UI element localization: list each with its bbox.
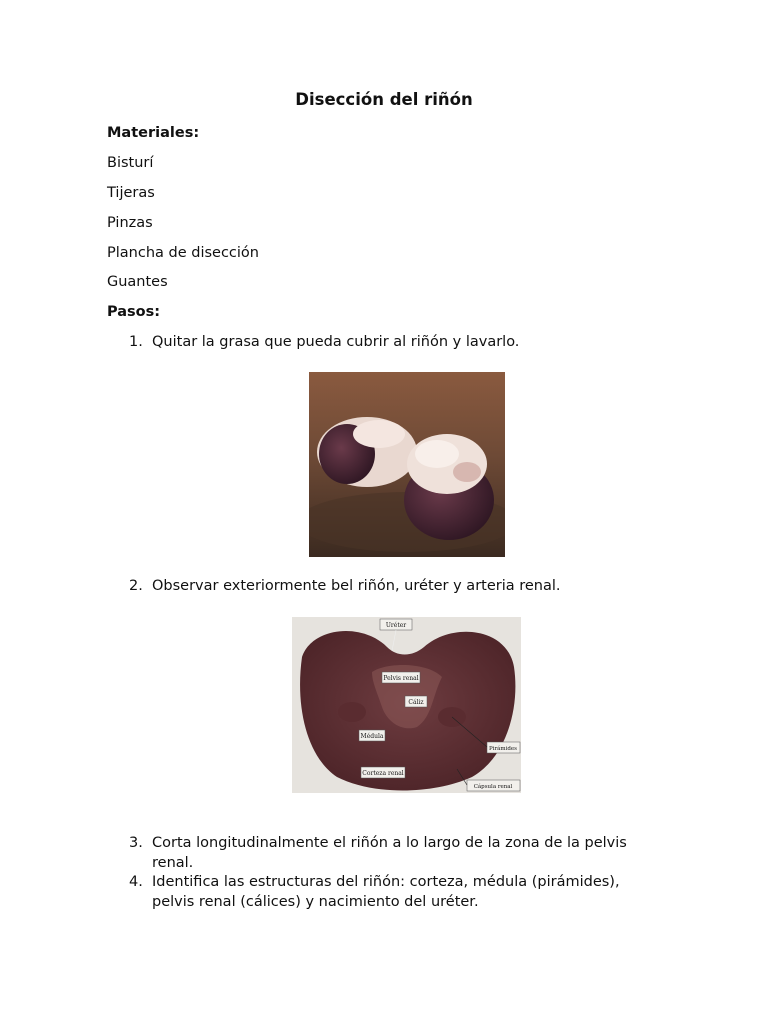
kidney-section-photo: [292, 617, 521, 793]
step-text: Identifica las estructuras del riñón: corteza, médula (pirámides), pelvis renal (cálices) y nacimiento del uréter.: [152, 874, 620, 910]
kidney-photo: [309, 372, 505, 557]
steps-heading: Pasos:: [107, 304, 161, 320]
step-number: 1.: [129, 334, 143, 350]
materials-heading: Materiales:: [107, 125, 200, 141]
step-item: [129, 577, 659, 597]
step-item: [129, 333, 659, 353]
step-text: Observar exteriormente bel riñón, uréter y arteria renal.: [152, 578, 561, 594]
step-item: [129, 834, 659, 873]
material-item: Bisturí: [107, 155, 154, 171]
step-number: 2.: [129, 578, 143, 594]
step-number: 3.: [129, 835, 143, 851]
material-item: Tijeras: [107, 185, 155, 201]
label-medula: Médula: [360, 733, 384, 740]
label-piramides: Pirámides: [489, 746, 517, 752]
step-text: Corta longitudinalmente el riñón a lo largo de la zona de la pelvis renal.: [152, 835, 627, 871]
label-capsula: Cápsula renal: [473, 784, 513, 790]
material-item: Guantes: [107, 274, 168, 290]
label-caliz: Cáliz: [408, 699, 424, 706]
label-ureter: Uréter: [385, 622, 407, 629]
material-item: Plancha de disección: [107, 245, 259, 261]
step-text: Quitar la grasa que pueda cubrir al riñón y lavarlo.: [152, 334, 520, 350]
step-item: [129, 873, 659, 912]
step-number: 4.: [129, 874, 143, 890]
label-corteza: Corteza renal: [362, 770, 404, 777]
document-title: Disección del riñón: [295, 90, 473, 109]
label-pelvis: Pelvis renal: [383, 675, 419, 682]
material-item: Pinzas: [107, 215, 153, 231]
